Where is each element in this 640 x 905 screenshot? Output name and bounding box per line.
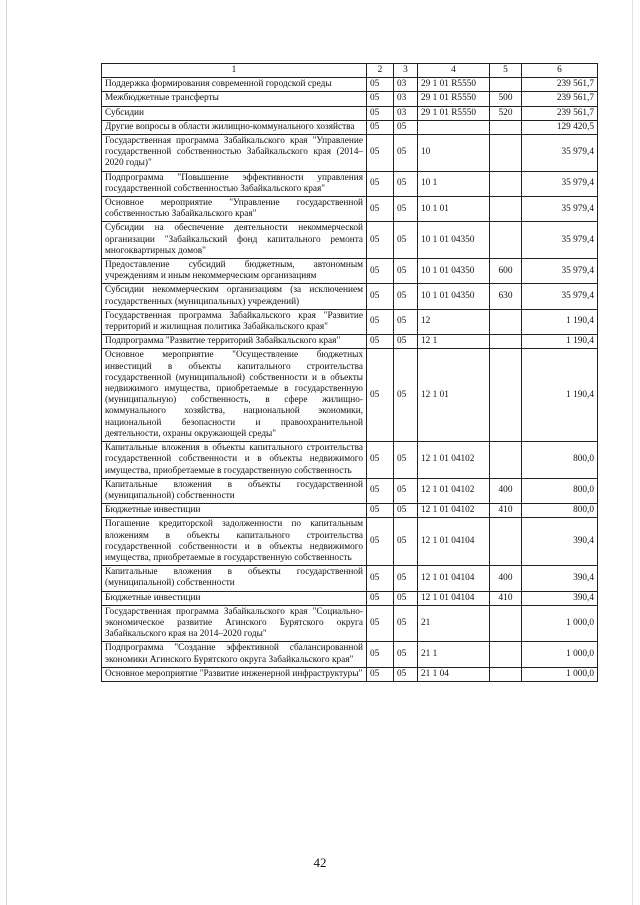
cell-subsection: 05 [394, 591, 418, 605]
cell-target-item: 10 1 01 04350 [418, 259, 490, 284]
cell-target-item: 10 1 01 04350 [418, 222, 490, 259]
cell-target-item: 12 1 01 04102 [418, 442, 490, 479]
cell-expense-type: 500 [490, 92, 522, 106]
cell-expense-type [490, 120, 522, 134]
scan-edge-left [6, 0, 7, 905]
cell-target-item: 29 1 01 R5550 [418, 106, 490, 120]
cell-target-item: 12 1 01 04102 [418, 478, 490, 503]
cell-name: Межбюджетные трансферты [102, 92, 367, 106]
table-row [102, 566, 598, 591]
column-header-subsection: 3 [394, 64, 418, 78]
cell-target-item: 10 1 01 [418, 197, 490, 222]
cell-name: Капитальные вложения в объекты государственной (муниципальной) собственности [102, 566, 367, 591]
cell-expense-type [490, 667, 522, 681]
table-row [102, 135, 598, 172]
cell-amount: 1 190,4 [522, 349, 598, 442]
cell-subsection: 05 [394, 197, 418, 222]
cell-expense-type [490, 349, 522, 442]
cell-expense-type: 400 [490, 478, 522, 503]
cell-target-item: 10 [418, 135, 490, 172]
column-header-amount: 6 [522, 64, 598, 78]
cell-expense-type [490, 78, 522, 92]
column-header-name: 1 [102, 64, 367, 78]
table-row [102, 667, 598, 681]
cell-expense-type: 600 [490, 259, 522, 284]
cell-section: 05 [367, 349, 394, 442]
cell-subsection: 05 [394, 566, 418, 591]
table-row [102, 106, 598, 120]
cell-name: Капитальные вложения в объекты капитального строительства государственной собственности и в объекты недвижимого имущества, приобретаемые в государственную собственность [102, 442, 367, 479]
cell-subsection: 05 [394, 171, 418, 196]
cell-amount: 129 420,5 [522, 120, 598, 134]
cell-subsection: 05 [394, 259, 418, 284]
table-row [102, 259, 598, 284]
cell-target-item: 12 1 [418, 335, 490, 349]
cell-expense-type: 630 [490, 284, 522, 309]
cell-expense-type [490, 171, 522, 196]
cell-target-item: 12 1 01 04104 [418, 591, 490, 605]
table-row [102, 197, 598, 222]
cell-target-item: 29 1 01 R5550 [418, 78, 490, 92]
cell-expense-type [490, 518, 522, 566]
cell-target-item: 10 1 01 04350 [418, 284, 490, 309]
cell-amount: 35 979,4 [522, 171, 598, 196]
cell-subsection: 03 [394, 106, 418, 120]
cell-amount: 390,4 [522, 518, 598, 566]
cell-expense-type: 520 [490, 106, 522, 120]
cell-section: 05 [367, 518, 394, 566]
budget-table [101, 63, 598, 682]
cell-amount: 35 979,4 [522, 135, 598, 172]
cell-amount: 35 979,4 [522, 259, 598, 284]
cell-name: Государственная программа Забайкальского края "Развитие территорий и жилищная политика Забайкальского края" [102, 309, 367, 334]
cell-expense-type: 400 [490, 566, 522, 591]
cell-section: 05 [367, 335, 394, 349]
column-header-target-item: 4 [418, 64, 490, 78]
cell-section: 05 [367, 504, 394, 518]
cell-target-item [418, 120, 490, 134]
cell-section: 05 [367, 667, 394, 681]
table-row [102, 504, 598, 518]
cell-expense-type [490, 442, 522, 479]
cell-expense-type [490, 197, 522, 222]
cell-amount: 800,0 [522, 478, 598, 503]
cell-amount: 1 000,0 [522, 642, 598, 667]
cell-name: Подпрограмма "Развитие территорий Забайкальского края" [102, 335, 367, 349]
cell-name: Основное мероприятие "Осуществление бюджетных инвестиций в объекты капитального строительства государственной (муниципальной) собственности и в объекты недвижимого имущества, приобретаемые в государственную (муниципальную) собственность, в сфере жилищно-коммунального хозяйства, национальной экономики, национальной безопасности и правоохранительной деятельности, охраны окружающей среды" [102, 349, 367, 442]
cell-section: 05 [367, 197, 394, 222]
cell-target-item: 12 1 01 04102 [418, 504, 490, 518]
cell-subsection: 05 [394, 135, 418, 172]
cell-name: Поддержка формирования современной городской среды [102, 78, 367, 92]
cell-subsection: 05 [394, 335, 418, 349]
cell-name: Основное мероприятие "Развитие инженерной инфраструктуры" [102, 667, 367, 681]
cell-name: Подпрограмма "Создание эффективной сбалансированной экономики Агинского Бурятского округа Забайкальского края" [102, 642, 367, 667]
cell-expense-type: 410 [490, 504, 522, 518]
cell-amount: 35 979,4 [522, 197, 598, 222]
table-row [102, 335, 598, 349]
table-row [102, 642, 598, 667]
cell-section: 05 [367, 309, 394, 334]
cell-section: 05 [367, 605, 394, 642]
table-row [102, 605, 598, 642]
cell-name: Субсидии [102, 106, 367, 120]
cell-section: 05 [367, 478, 394, 503]
cell-expense-type [490, 309, 522, 334]
table-row [102, 518, 598, 566]
table-row [102, 92, 598, 106]
cell-subsection: 05 [394, 442, 418, 479]
cell-name: Субсидии на обеспечение деятельности некоммерческой организации "Забайкальский фонд капитального ремонта многоквартирных домов" [102, 222, 367, 259]
cell-expense-type [490, 222, 522, 259]
cell-subsection: 05 [394, 284, 418, 309]
cell-target-item: 21 1 04 [418, 667, 490, 681]
cell-target-item: 12 1 01 04104 [418, 566, 490, 591]
cell-expense-type [490, 335, 522, 349]
cell-expense-type [490, 135, 522, 172]
cell-amount: 35 979,4 [522, 222, 598, 259]
cell-target-item: 12 1 01 [418, 349, 490, 442]
cell-section: 05 [367, 284, 394, 309]
cell-section: 05 [367, 642, 394, 667]
cell-section: 05 [367, 92, 394, 106]
table-row [102, 222, 598, 259]
cell-section: 05 [367, 120, 394, 134]
cell-name: Основное мероприятие "Управление государственной собственностью Забайкальского края" [102, 197, 367, 222]
cell-section: 05 [367, 171, 394, 196]
table-row [102, 120, 598, 134]
scan-edge-right [632, 0, 633, 905]
cell-amount: 35 979,4 [522, 284, 598, 309]
table-row [102, 349, 598, 442]
cell-section: 05 [367, 106, 394, 120]
table-row [102, 591, 598, 605]
cell-expense-type [490, 642, 522, 667]
cell-section: 05 [367, 78, 394, 92]
table-row [102, 171, 598, 196]
cell-target-item: 12 1 01 04104 [418, 518, 490, 566]
cell-section: 05 [367, 135, 394, 172]
cell-name: Подпрограмма "Повышение эффективности управления государственной собственностью Забайкальского края" [102, 171, 367, 196]
table-row [102, 309, 598, 334]
table-row [102, 478, 598, 503]
cell-subsection: 05 [394, 309, 418, 334]
cell-expense-type: 410 [490, 591, 522, 605]
cell-name: Бюджетные инвестиции [102, 504, 367, 518]
cell-subsection: 05 [394, 605, 418, 642]
cell-amount: 800,0 [522, 442, 598, 479]
cell-amount: 1 190,4 [522, 309, 598, 334]
table-row [102, 284, 598, 309]
cell-subsection: 05 [394, 642, 418, 667]
cell-amount: 239 561,7 [522, 92, 598, 106]
cell-amount: 239 561,7 [522, 106, 598, 120]
cell-subsection: 05 [394, 120, 418, 134]
cell-name: Предоставление субсидий бюджетным, автономным учреждениям и иным некоммерческим организациям [102, 259, 367, 284]
cell-subsection: 05 [394, 222, 418, 259]
cell-name: Бюджетные инвестиции [102, 591, 367, 605]
cell-target-item: 12 [418, 309, 490, 334]
cell-subsection: 05 [394, 478, 418, 503]
column-header-expense-type: 5 [490, 64, 522, 78]
cell-target-item: 21 [418, 605, 490, 642]
cell-subsection: 03 [394, 92, 418, 106]
cell-amount: 1 190,4 [522, 335, 598, 349]
cell-target-item: 21 1 [418, 642, 490, 667]
table-header-row [102, 64, 598, 78]
cell-amount: 800,0 [522, 504, 598, 518]
table-row [102, 442, 598, 479]
page-number: 42 [313, 855, 327, 870]
cell-expense-type [490, 605, 522, 642]
cell-name: Государственная программа Забайкальского края "Социально-экономическое развитие Агинского Бурятского округа Забайкальского края на 2014–2020 годы" [102, 605, 367, 642]
cell-amount: 1 000,0 [522, 605, 598, 642]
column-header-section: 2 [367, 64, 394, 78]
cell-amount: 390,4 [522, 566, 598, 591]
cell-subsection: 05 [394, 504, 418, 518]
cell-section: 05 [367, 222, 394, 259]
cell-section: 05 [367, 259, 394, 284]
cell-subsection: 05 [394, 349, 418, 442]
cell-amount: 239 561,7 [522, 78, 598, 92]
cell-name: Государственная программа Забайкальского края "Управление государственной собственностью Забайкальского края (2014–2020 годы)" [102, 135, 367, 172]
cell-amount: 390,4 [522, 591, 598, 605]
cell-target-item: 29 1 01 R5550 [418, 92, 490, 106]
cell-amount: 1 000,0 [522, 667, 598, 681]
cell-name: Погашение кредиторской задолженности по капитальным вложениям в объекты капитального строительства государственной собственности и в объекты недвижимого имущества, приобретаемые в государственную собственность [102, 518, 367, 566]
cell-name: Другие вопросы в области жилищно-коммунального хозяйства [102, 120, 367, 134]
cell-subsection: 05 [394, 667, 418, 681]
cell-name: Субсидии некоммерческим организациям (за исключением государственных (муниципальных) учреждений) [102, 284, 367, 309]
cell-subsection: 03 [394, 78, 418, 92]
table-row [102, 78, 598, 92]
cell-target-item: 10 1 [418, 171, 490, 196]
cell-name: Капитальные вложения в объекты государственной (муниципальной) собственности [102, 478, 367, 503]
cell-subsection: 05 [394, 518, 418, 566]
cell-section: 05 [367, 442, 394, 479]
cell-section: 05 [367, 591, 394, 605]
cell-section: 05 [367, 566, 394, 591]
